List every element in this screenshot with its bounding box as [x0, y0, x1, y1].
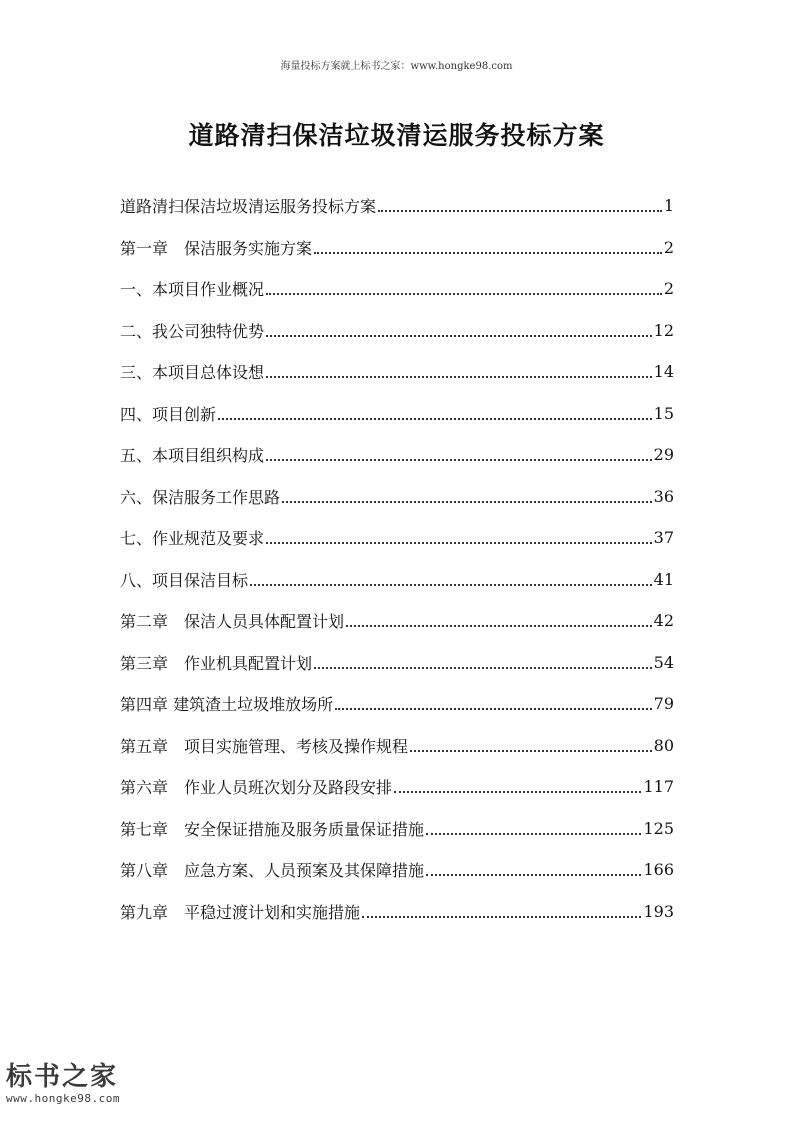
- toc-entry[interactable]: [120, 849, 674, 891]
- toc-entry[interactable]: [120, 393, 674, 435]
- toc-page-number: 1: [663, 196, 674, 216]
- toc-entry-text: 第七章 安全保证措施及服务质量保证措施: [120, 819, 425, 839]
- toc-entry-text: 一、本项目作业概况: [120, 280, 265, 300]
- toc-page-number: 80: [653, 735, 674, 755]
- toc-entry-text: 四、项目创新: [120, 404, 217, 424]
- toc-dot-leader: [346, 624, 652, 627]
- header-note: 海量投标方案就上标书之家：www.hongke98.com: [280, 61, 513, 72]
- toc-dot-leader: [362, 915, 641, 918]
- toc-page-number: 14: [653, 362, 674, 382]
- toc-entry-text: 二、我公司独特优势: [120, 321, 265, 341]
- toc-entry[interactable]: [120, 476, 674, 518]
- toc-dot-leader: [378, 209, 662, 212]
- table-of-contents: [120, 185, 674, 932]
- toc-dot-leader: [426, 873, 641, 876]
- toc-dot-leader: [266, 334, 652, 337]
- toc-entry[interactable]: [120, 227, 674, 269]
- toc-dot-leader: [266, 541, 652, 544]
- toc-dot-leader: [335, 707, 652, 710]
- toc-dot-leader: [282, 500, 652, 503]
- toc-dot-leader: [250, 583, 652, 586]
- toc-page-number: 41: [653, 569, 674, 589]
- toc-dot-leader: [410, 749, 652, 752]
- toc-entry[interactable]: [120, 268, 674, 310]
- toc-page-number: 42: [653, 611, 674, 631]
- toc-page-number: 79: [653, 694, 674, 714]
- toc-entry[interactable]: [120, 891, 674, 933]
- toc-entry-text: 六、保洁服务工作思路: [120, 487, 281, 507]
- toc-entry[interactable]: [120, 434, 674, 476]
- toc-entry[interactable]: [120, 310, 674, 352]
- toc-entry-text: 道路清扫保洁垃圾清运服务投标方案: [120, 197, 377, 217]
- toc-page-number: 29: [653, 445, 674, 465]
- toc-entry-text: 第八章 应急方案、人员预案及其保障措施: [120, 861, 425, 881]
- toc-entry[interactable]: [120, 725, 674, 767]
- footer-logo: [6, 1062, 166, 1118]
- toc-entry-text: 第四章 建筑渣土垃圾堆放场所: [120, 695, 334, 715]
- toc-entry-text: 三、本项目总体设想: [120, 363, 265, 383]
- toc-entry[interactable]: [120, 517, 674, 559]
- toc-entry-text: 七、作业规范及要求: [120, 529, 265, 549]
- toc-dot-leader: [218, 417, 652, 420]
- toc-dot-leader: [314, 666, 652, 669]
- toc-entry[interactable]: [120, 351, 674, 393]
- toc-dot-leader: [266, 375, 652, 378]
- toc-page-number: 125: [643, 818, 674, 838]
- toc-dot-leader: [266, 458, 652, 461]
- toc-dot-leader: [314, 251, 662, 254]
- toc-entry-text: 第二章 保洁人员具体配置计划: [120, 612, 345, 632]
- logo-text: 标书之家: [6, 1062, 119, 1092]
- toc-entry[interactable]: [120, 766, 674, 808]
- toc-entry[interactable]: [120, 683, 674, 725]
- toc-entry-text: 第五章 项目实施管理、考核及操作规程: [120, 736, 409, 756]
- toc-page-number: 2: [663, 279, 674, 299]
- toc-entry-text: 第三章 作业机具配置计划: [120, 653, 313, 673]
- toc-entry-text: 第一章 保洁服务实施方案: [120, 238, 313, 258]
- toc-page-number: 12: [653, 320, 674, 340]
- toc-dot-leader: [266, 292, 662, 295]
- document-title: 道路清扫保洁垃圾清运服务投标方案: [188, 121, 605, 150]
- logo-url: www.hongke98.com: [6, 1092, 120, 1105]
- toc-entry[interactable]: [120, 808, 674, 850]
- toc-entry-text: 第六章 作业人员班次划分及路段安排: [120, 778, 393, 798]
- toc-entry[interactable]: [120, 600, 674, 642]
- toc-entry-text: 八、项目保洁目标: [120, 570, 249, 590]
- toc-page-number: 36: [653, 486, 674, 506]
- toc-entry-text: 五、本项目组织构成: [120, 446, 265, 466]
- toc-entry-text: 第九章 平稳过渡计划和实施措施: [120, 902, 361, 922]
- toc-page-number: 37: [653, 528, 674, 548]
- toc-page-number: 15: [653, 403, 674, 423]
- toc-entry[interactable]: [120, 559, 674, 601]
- toc-page-number: 54: [653, 652, 674, 672]
- toc-entry[interactable]: [120, 642, 674, 684]
- toc-page-number: 117: [643, 777, 674, 797]
- toc-page-number: 193: [643, 901, 674, 921]
- toc-entry[interactable]: [120, 185, 674, 227]
- toc-dot-leader: [426, 832, 641, 835]
- toc-page-number: 2: [663, 237, 674, 257]
- toc-page-number: 166: [643, 860, 674, 880]
- toc-dot-leader: [394, 790, 641, 793]
